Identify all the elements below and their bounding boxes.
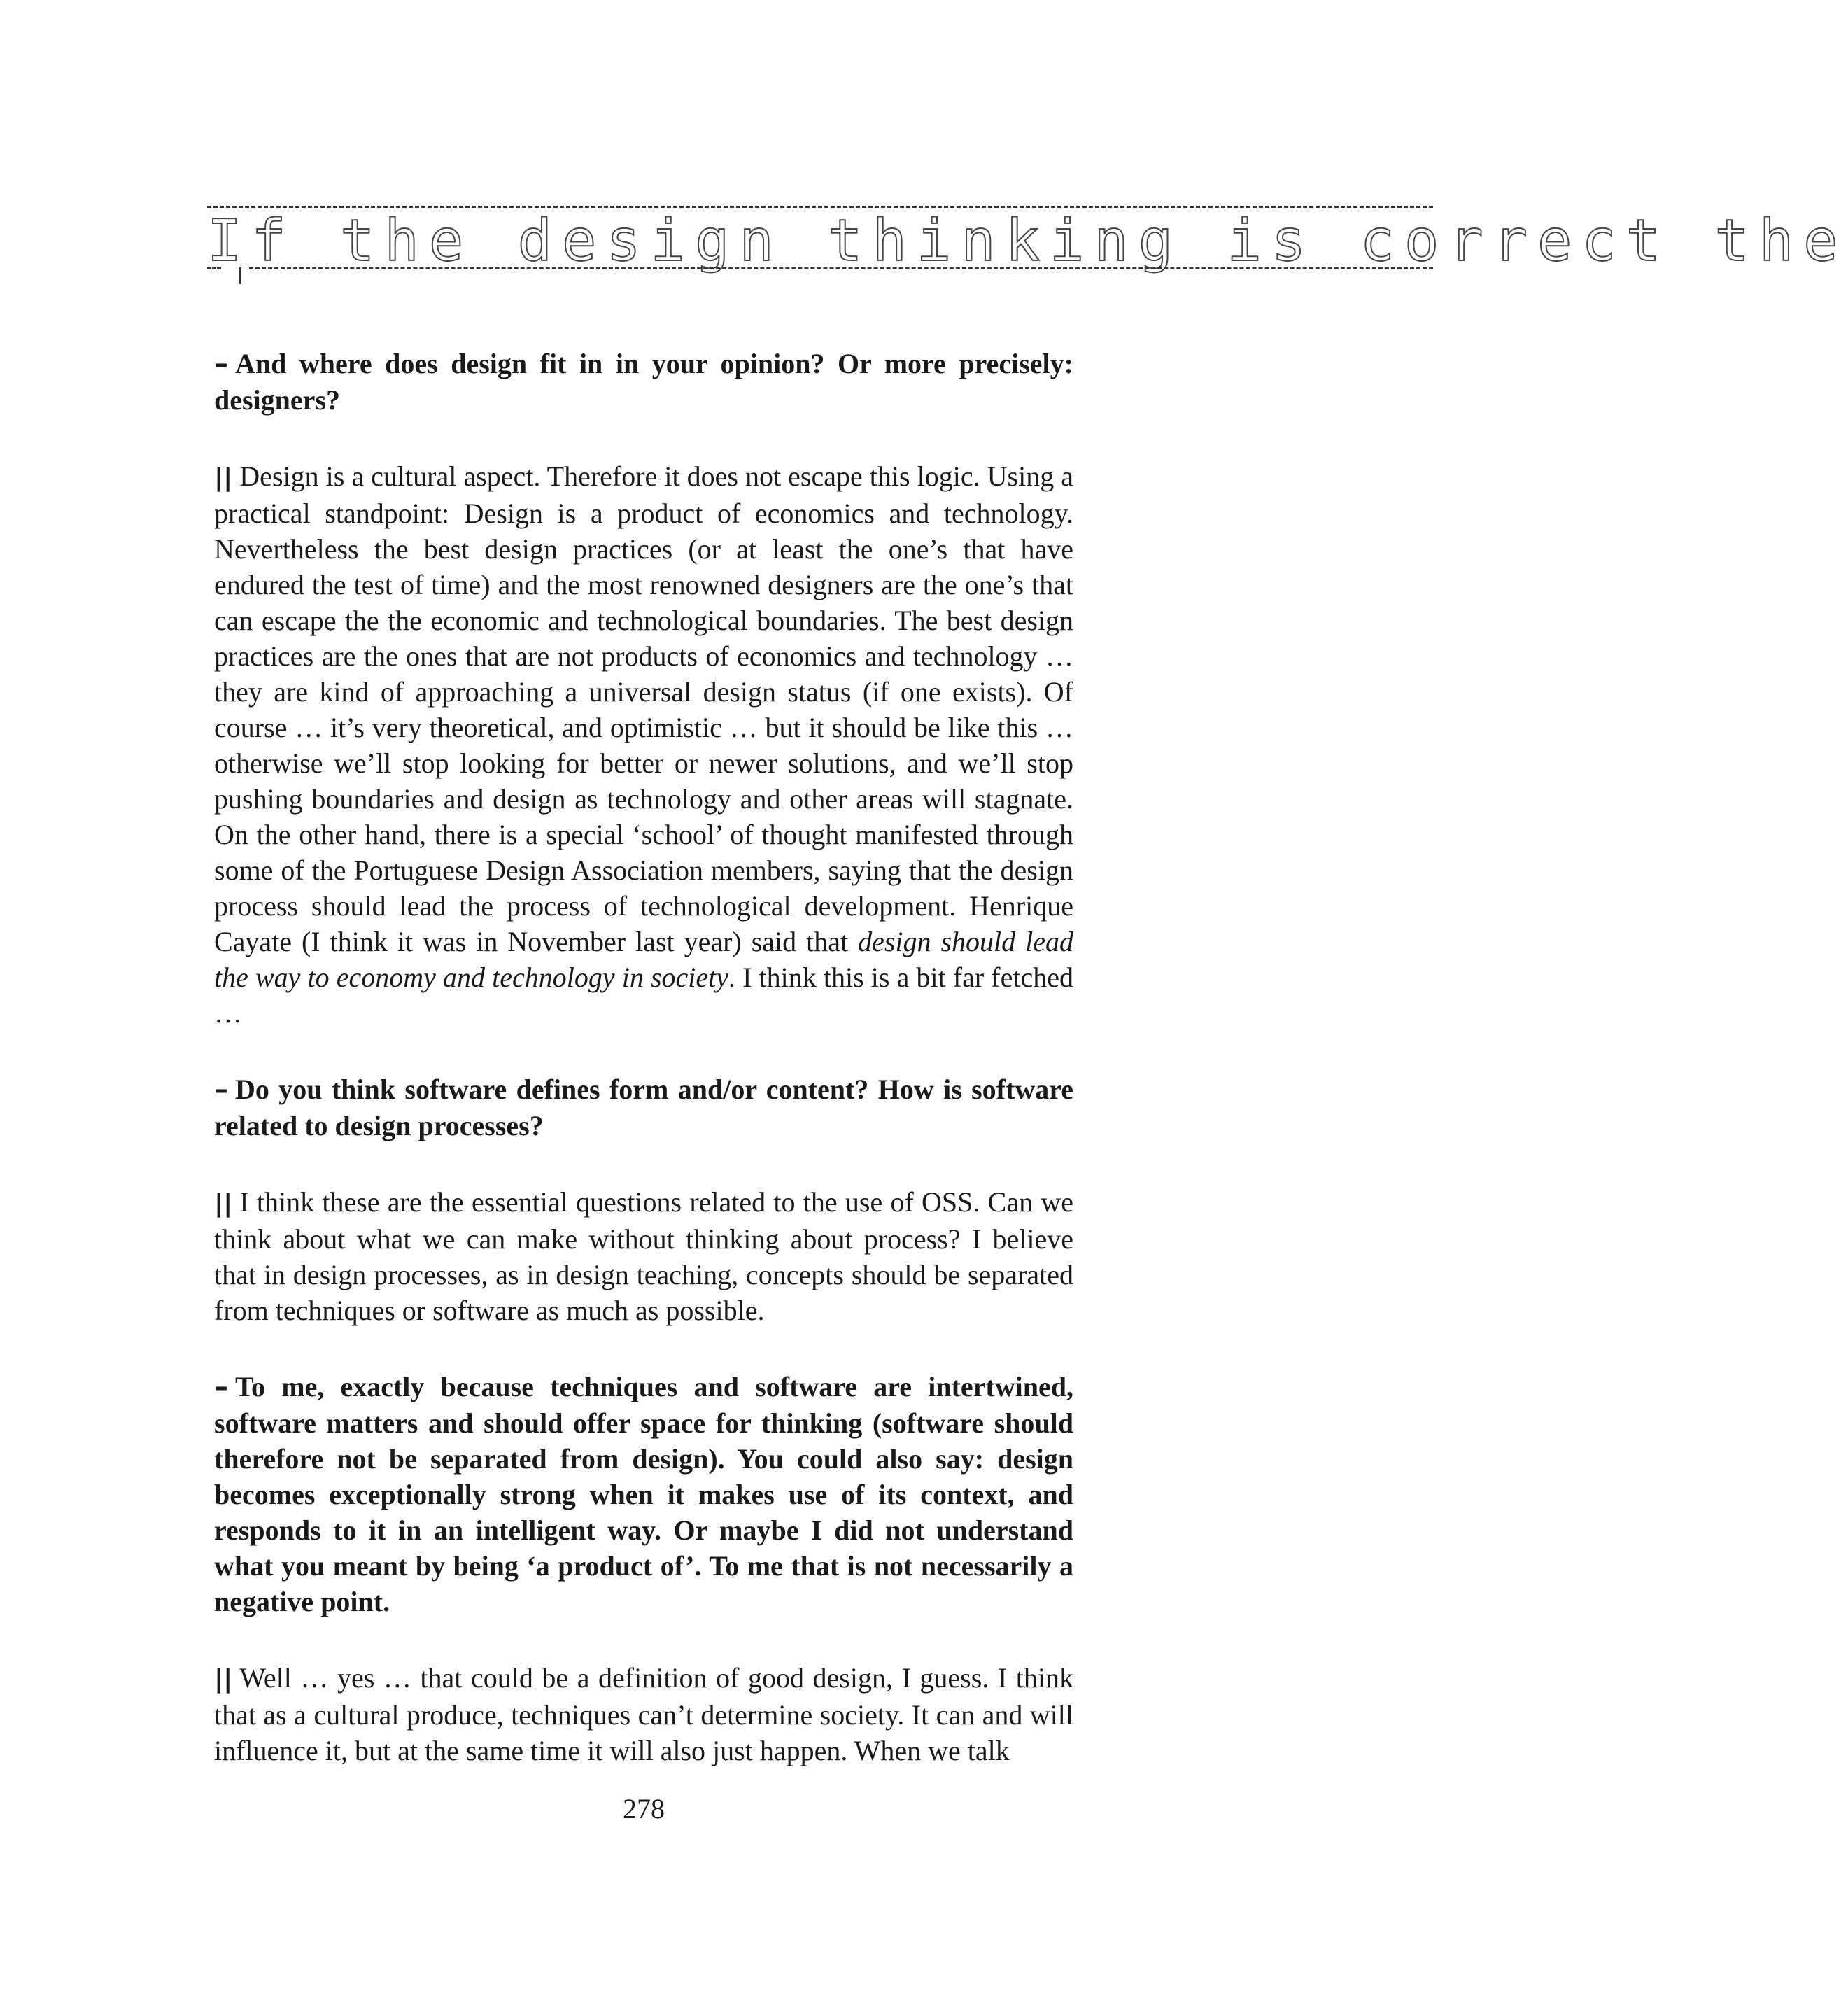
answer-1-text-end: . I think this is a bit far fetched …	[214, 962, 1074, 1029]
banner-bottom-stub	[207, 267, 221, 269]
banner-bottom-dashed-rule	[249, 267, 1433, 269]
question-2-text: Do you think software defines form and/or content? How is software related to design processes?	[214, 1074, 1073, 1141]
answer-marker: ||	[214, 1189, 233, 1218]
question-marker: –	[214, 348, 228, 380]
answer-marker: ||	[214, 1665, 233, 1694]
question-3-text: To me, exactly because techniques and software are intertwined, software matters and should offer space for thinking (software should therefore not be separated from design). You could also say: design becomes exceptionally strong when it makes use of its context, and responds to it in an intelligent way. Or maybe I did not understand what you meant by being ‘a product of’. To me that is not necessarily a negative point.	[214, 1371, 1073, 1617]
question-2	[214, 1071, 1073, 1144]
banner-descender-mark	[239, 267, 241, 284]
header-banner	[207, 197, 1848, 284]
question-marker: –	[214, 1371, 228, 1403]
answer-marker: ||	[214, 463, 233, 492]
question-1-text: And where does design fit in in your opinion? Or more precisely: designers?	[214, 348, 1073, 416]
answer-3-text: Well … yes … that could be a definition of good design, I guess. I think that as a cultural produce, techniques can’t determine society. It can and will influence it, but at the same time it will also just happen. When we talk	[214, 1662, 1073, 1766]
page-number: 278	[623, 1793, 665, 1824]
banner-title: If the design thinking is correct the	[207, 208, 1848, 274]
answer-2	[214, 1184, 1073, 1328]
question-1	[214, 346, 1073, 418]
answer-1-text: Design is a cultural aspect. Therefore it does not escape this logic. Using a practical standpoint: Design is a product of economics and technology. Nevertheless the best design practices (or at least the one’s that have endured the test of time) and the most renowned designers are the one’s that can escape the the economic and technological boundaries. The best design practices are the ones that are not products of economics and technology … they are kind of approaching a universal design status (if one exists). Of course … it’s very theoretical, and optimistic … but it should be like this … otherwise we’ll stop looking for better or newer solutions, and we’ll stop pushing boundaries and design as technology and other areas will stagnate. On the other hand, there is a special ‘school’ of thought manifested through some of the Portuguese Design Association members, saying that the design process should lead the process of technological development. Henrique Cayate (I think it was in November last year) said that	[214, 460, 1073, 957]
answer-1	[214, 458, 1073, 1031]
question-3	[214, 1369, 1073, 1619]
answer-3	[214, 1660, 1073, 1768]
question-marker: –	[214, 1074, 228, 1106]
answer-1-italic-quote: design should lead the way to economy and technology in society	[214, 926, 1073, 993]
interview-body	[214, 346, 1073, 1809]
answer-2-text: I think these are the essential questions related to the use of OSS. Can we think about what we can make without thinking about process? I believe that in design processes, as in design teaching, concepts should be separated from techniques or software as much as possible.	[214, 1186, 1073, 1326]
